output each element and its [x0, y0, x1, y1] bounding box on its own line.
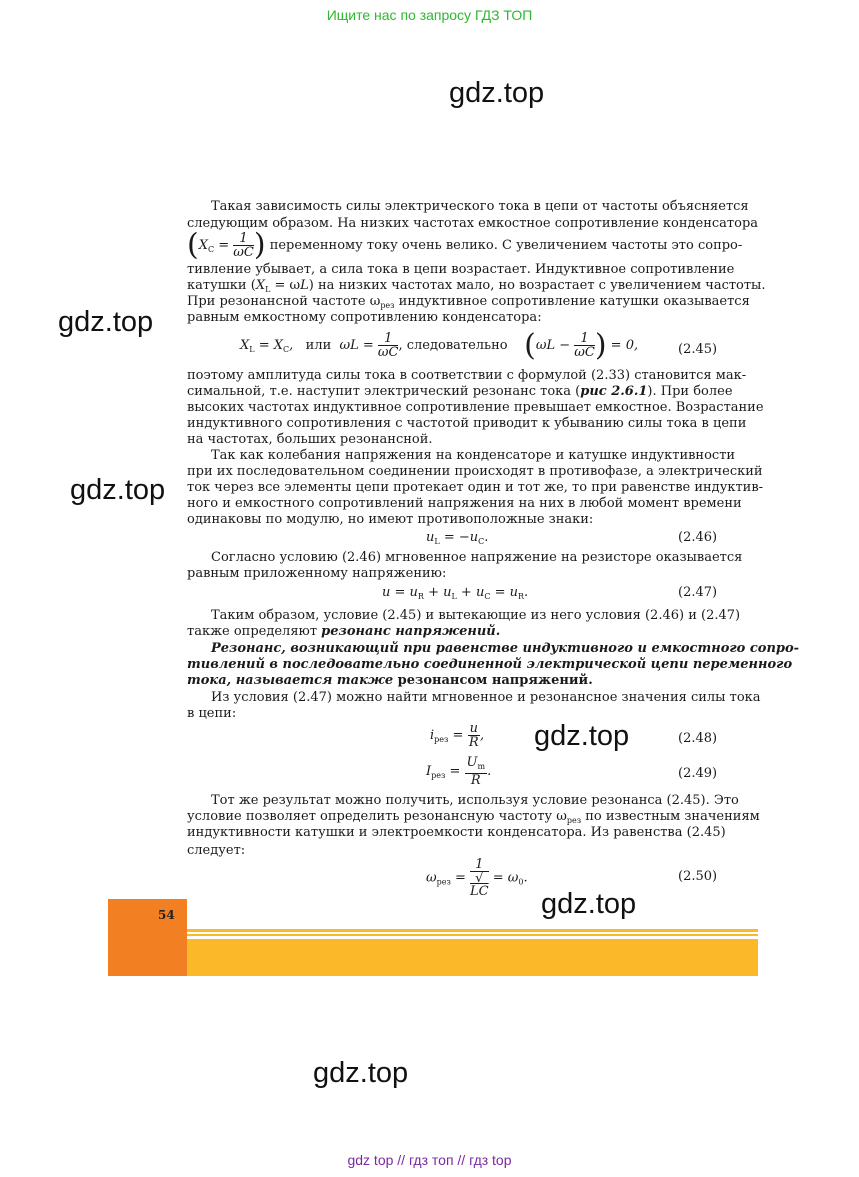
equation-2-49: $I_{рез}$ = $\frac{U_m}{R}$ . [426, 755, 492, 788]
top-banner[interactable]: Ищите нас по запросу ГДЗ ТОП [326, 7, 533, 23]
equation-number: (2.45) [678, 342, 718, 357]
text-line: в цепи: [187, 706, 237, 721]
page-corner-block [108, 899, 187, 976]
watermark: gdz.top [58, 306, 154, 338]
text-line: ток через все элементы цепи протекает один и тот же, то при равенстве индуктив- [187, 480, 764, 495]
text-fragment: по известным значениям [585, 809, 760, 824]
text-line: равным приложенному напряжению: [187, 566, 447, 581]
watermark: gdz.top [541, 888, 637, 920]
equation-2-46: $u_L = -u_C$. [426, 530, 489, 546]
equation-2-47: $u = u_R + u_L + u_C = u_R$. [382, 585, 529, 601]
text-line: Тот же результат можно получить, используя условие резонанса (2.45). Это [211, 793, 739, 808]
decor-stripe [187, 929, 758, 932]
text-fragment: переменному току очень велико. С увеличением частоты это сопро- [269, 238, 743, 253]
text-line: Таким образом, условие (2.45) и вытекающие из него условия (2.46) и (2.47) [211, 608, 741, 623]
text-fragment: , следовательно [398, 338, 508, 353]
text-line: условие позволяет определить резонансную частоту $\omega_{рез}$ по известным значениям [187, 809, 760, 825]
subscript-rez: рез [566, 816, 582, 825]
text-fragment: При резонансной частоте [187, 294, 366, 309]
decor-stripe [187, 934, 758, 936]
text-fragment: симальной, т.е. наступит электрический резонанс тока ( [187, 384, 581, 399]
definition-line: Резонанс, возникающий при равенстве индуктивного и емкостного сопро- [211, 641, 800, 656]
watermark: gdz.top [313, 1057, 409, 1089]
text-fragment: тока, называется также [187, 673, 398, 688]
equation-2-50: $\omega_{рез}$ = 1 √ LC = $\omega_0$. [426, 857, 528, 899]
watermark: gdz.top [449, 77, 545, 109]
watermark: gdz.top [534, 720, 630, 752]
equation-number: (2.50) [678, 869, 718, 884]
text-line: катушки $(X_L = \omega L)$ на низких частотах мало, но возрастает с увеличением частоты. [187, 278, 766, 294]
subscript-rez: рез [436, 877, 451, 887]
text-line: индуктивного сопротивления с частотой приводит к убыванию силы тока в цепи [187, 416, 747, 431]
text-fragment: или [305, 338, 332, 353]
text-fragment: ). При более [647, 384, 733, 399]
text-line [187, 384, 733, 401]
text-line: равным емкостному сопротивлению конденсатора: [187, 310, 542, 325]
text-fragment: также определяют [187, 624, 322, 639]
equation-2-48: $i_{рез}$ = $\frac{u}{R}$ , [430, 721, 485, 750]
text-line: Так как колебания напряжения на конденсаторе и катушке индуктивности [211, 448, 736, 463]
equation-number: (2.49) [678, 766, 718, 781]
text-line: ного и емкостного сопротивлений напряжения на них в любой момент времени [187, 496, 742, 511]
text-line: индуктивности катушки и электроемкости конденсатора. Из равенства (2.45) [187, 825, 726, 840]
subscript-rez: рез [431, 771, 446, 780]
subscript-rez: рез [434, 735, 449, 744]
text-line: на частотах, больших резонансной. [187, 432, 433, 447]
text-line: тивление убывает, а сила тока в цепи возрастает. Индуктивное сопротивление [187, 262, 735, 277]
text-line: при их последовательном соединении происходят в противофазе, а электрический [187, 464, 763, 479]
definition-line [187, 673, 593, 690]
page-footer-band [187, 939, 758, 976]
equation-number: (2.47) [678, 585, 718, 600]
equation-number: (2.48) [678, 731, 718, 746]
definition-line: тивлений в последовательно соединенной электрической цепи переменного [187, 657, 793, 672]
text-line: Из условия (2.47) можно найти мгновенное и резонансное значения силы тока [211, 690, 761, 705]
term-highlight: резонанс напряжений. [321, 624, 501, 639]
text-fragment: на низких частотах мало, но возрастает с увеличением частоты. [318, 278, 766, 293]
text-fragment: индуктивное сопротивление катушки оказывается [398, 294, 750, 309]
figure-reference: рис 2.6.1 [580, 384, 648, 399]
watermark: gdz.top [70, 474, 166, 506]
text-line [187, 624, 500, 641]
text-line: ($X_C$ = $\frac{1}{\omega C}$ ) переменному току очень велико. С увеличением частоты это сопро- [187, 227, 743, 263]
text-line: Согласно условию (2.46) мгновенное напряжение на резисторе оказывается [211, 550, 743, 565]
text-line: следующим образом. На низких частотах емкостное сопротивление конденсатора [187, 216, 759, 231]
equation-number: (2.46) [678, 530, 718, 545]
text-line: Такая зависимость силы электрического тока в цепи от частоты объясняется [211, 199, 749, 214]
footer-links[interactable]: gdz top // гдз топ // гдз top [347, 1152, 512, 1168]
text-line: поэтому амплитуда силы тока в соответствии с формулой (2.33) становится мак- [187, 368, 747, 383]
text-line: При резонансной частоте $\omega_{рез}$ индуктивное сопротивление катушки оказывается [187, 294, 750, 310]
subscript-rez: рез [380, 301, 395, 310]
text-line: высоких частотах индуктивное сопротивление превышает емкостное. Возрастание [187, 400, 764, 415]
page-number: 54 [158, 908, 175, 922]
equation-2-45: $X_L = X_C$, или ωL = $\frac{1}{\omega C}$ , следовательно (ωL − $\frac{1}{\omega C}$ ) = 0, [240, 328, 639, 363]
text-line: следует: [187, 843, 246, 858]
text-line: одинаковы по модулю, но имеют противоположные знаки: [187, 512, 594, 527]
text-fragment: условие позволяет определить резонансную частоту [187, 809, 553, 824]
term-highlight: резонансом напряжений. [397, 673, 593, 688]
text-fragment: катушки [187, 278, 247, 293]
